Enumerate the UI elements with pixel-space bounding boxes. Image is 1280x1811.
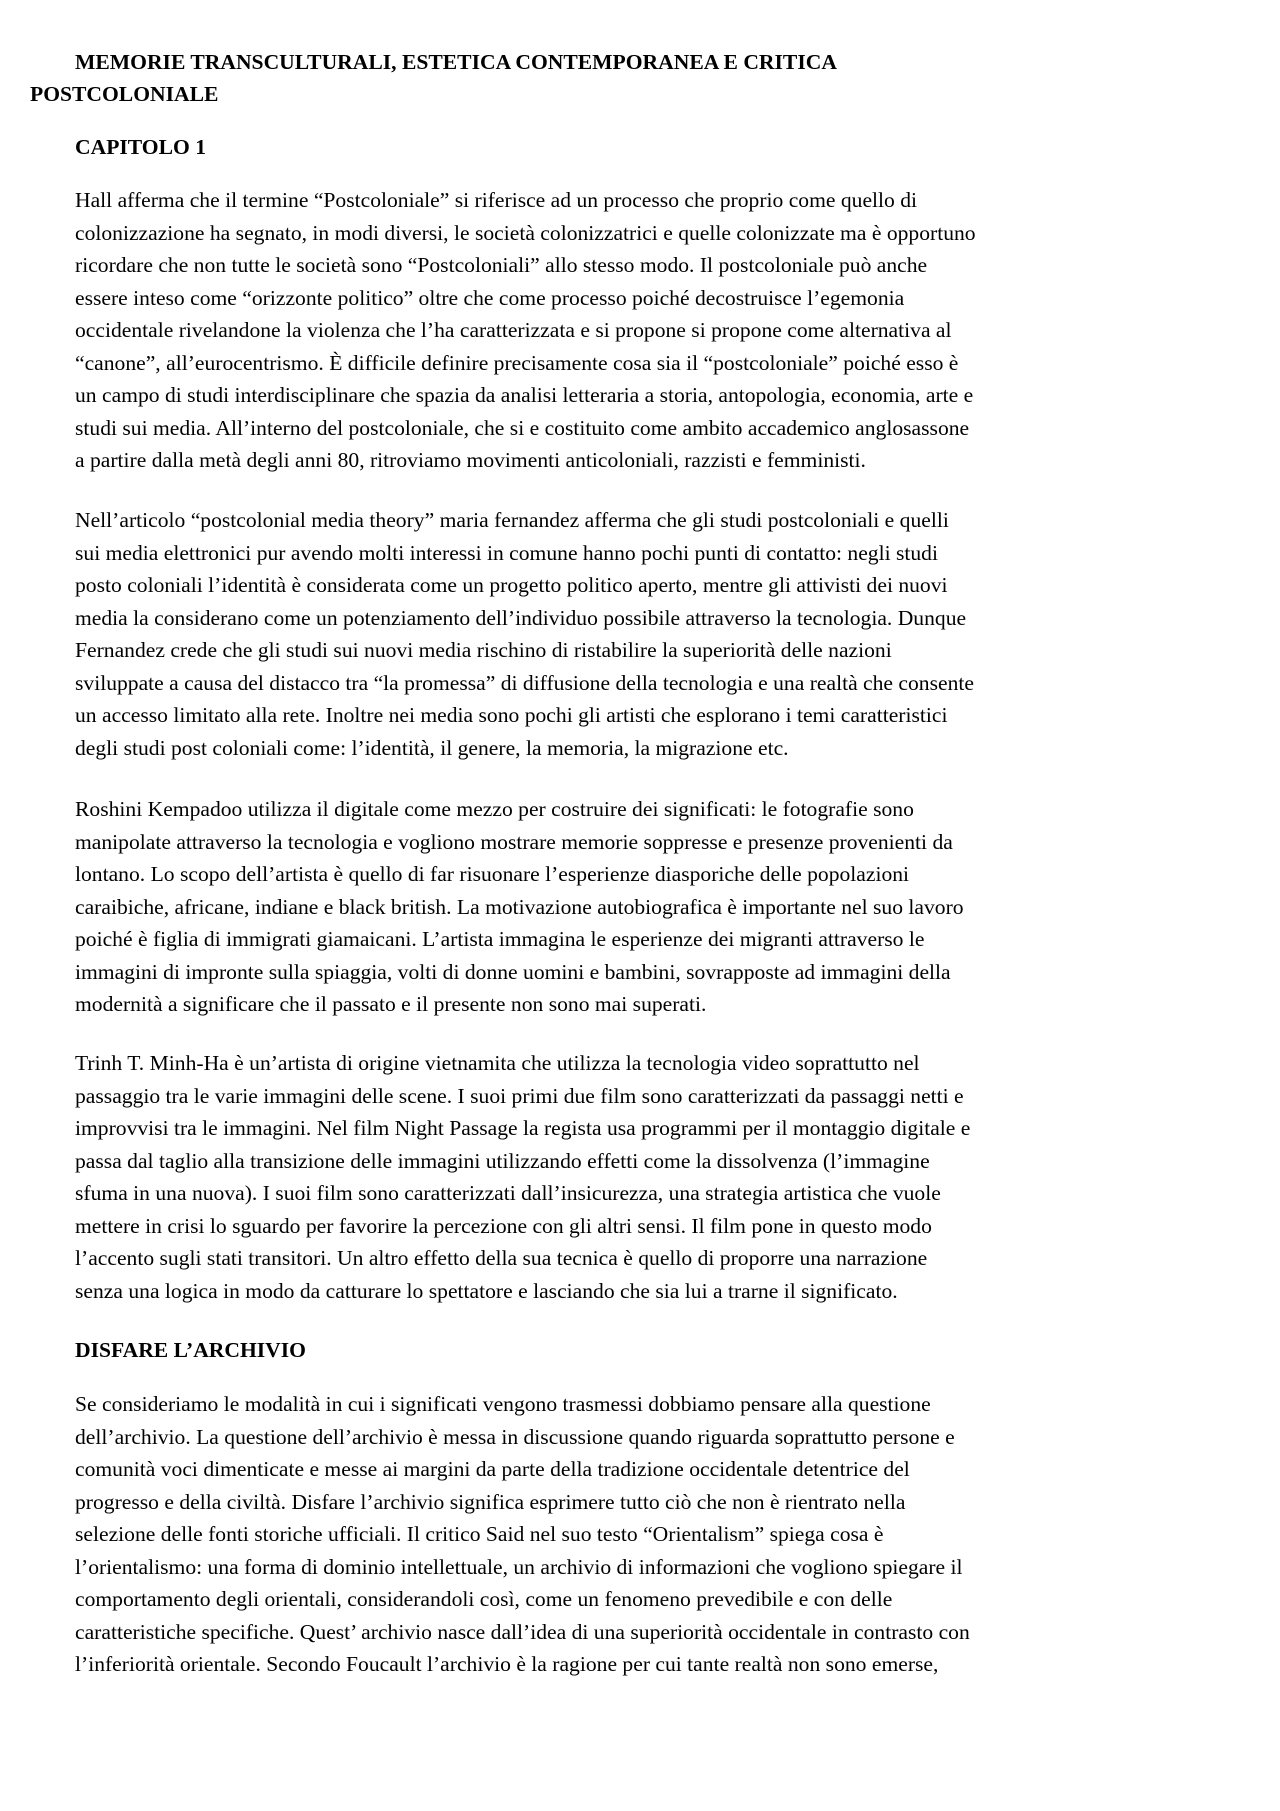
text-line: l’inferiorità orientale. Secondo Foucault l’archivio è la ragione per cui tante realtà non sono emerse, — [75, 1652, 939, 1676]
text-line: sui media elettronici pur avendo molti interessi in comune hanno pochi punti di contatto: negli studi — [75, 540, 938, 565]
text-line: colonizzazione ha segnato, in modi diversi, le società colonizzatrici e quelle colonizzate ma è opportuno — [75, 220, 976, 245]
paragraph-kempadoo — [75, 793, 1170, 1021]
text-line: senza una logica in modo da catturare lo spettatore e lasciando che sia lui a trarne il significato. — [75, 1278, 898, 1303]
text-line: a partire dalla metà degli anni 80, ritroviamo movimenti anticoloniali, razzisti e femministi. — [75, 448, 866, 472]
text-line: l’orientalismo: una forma di dominio intellettuale, un archivio di informazioni che vogliono spiegare il — [75, 1554, 963, 1579]
text-line: un campo di studi interdisciplinare che spazia da analisi letteraria a storia, antopologia, economia, arte e — [75, 383, 974, 407]
text-line: Se consideriamo le modalità in cui i significati vengono trasmessi dobbiamo pensare alla questione — [75, 1392, 931, 1416]
text-line: progresso e della civiltà. Disfare l’archivio significa esprimere tutto ciò che non è rientrato nella — [75, 1489, 906, 1514]
text-line: comunità voci dimenticate e messe ai margini da parte della tradizione occidentale detentrice del — [75, 1457, 910, 1481]
paragraph-hall — [75, 184, 1170, 477]
text-line: ricordare che non tutte le società sono “Postcoloniali” allo stesso modo. Il postcoloniale può anche — [75, 253, 928, 277]
chapter-heading: CAPITOLO 1 — [75, 135, 206, 159]
text-line: immagini di impronte sulla spiaggia, volti di donne uomini e bambini, sovrapposte ad immagini della — [75, 959, 951, 984]
document-title — [30, 46, 1190, 110]
text-line: Roshini Kempadoo utilizza il digitale come mezzo per costruire dei significati: le fotografie sono — [75, 797, 914, 821]
text-line: studi sui media. All’interno del postcoloniale, che si e costituito come ambito accademico anglosassone — [75, 415, 970, 440]
text-line: un accesso limitato alla rete. Inoltre nei media sono pochi gli artisti che esplorano i temi caratteristici — [75, 703, 948, 727]
text-line: passa dal taglio alla transizione delle immagini utilizzando effetti come la dissolvenza (l’immagine — [75, 1148, 930, 1173]
text-line: caraibiche, africane, indiane e black british. La motivazione autobiografica è importante nel suo lavoro — [75, 894, 964, 919]
section-heading: DISFARE L’ARCHIVIO — [75, 1338, 306, 1362]
text-line: sfuma in una nuova). I suoi film sono caratterizzati dall’insicurezza, una strategia artistica che vuole — [75, 1181, 941, 1205]
text-line: Trinh T. Minh-Ha è un’artista di origine vietnamita che utilizza la tecnologia video soprattutto nel — [75, 1051, 920, 1075]
text-line: l’accento sugli stati transitori. Un altro effetto della sua tecnica è quello di proporre una narrazione — [75, 1246, 928, 1270]
text-line: manipolate attraverso la tecnologia e vogliono mostrare memorie soppresse e presenze provenienti da — [75, 829, 953, 854]
text-line: modernità a significare che il passato e il presente non sono mai superati. — [75, 992, 707, 1016]
text-line: Hall afferma che il termine “Postcoloniale” si riferisce ad un processo che proprio come quello di — [75, 188, 918, 212]
text-line: posto coloniali l’identità è considerata come un progetto politico aperto, mentre gli attivisti dei nuovi — [75, 573, 948, 597]
text-line: poiché è figlia di immigrati giamaicani. L’artista immagina le esperienze dei migranti attraverso le — [75, 927, 925, 951]
text-line: passaggio tra le varie immagini delle scene. I suoi primi due film sono caratterizzati da passaggi netti e — [75, 1083, 964, 1108]
text-line: selezione delle fonti storiche ufficiali. Il critico Said nel suo testo “Orientalism” spiega cosa è — [75, 1522, 884, 1546]
paragraph-fernandez — [75, 504, 1170, 764]
text-line: comportamento degli orientali, considerandoli così, come un fenomeno prevedibile e con delle — [75, 1587, 893, 1611]
title-line-2: POSTCOLONIALE — [30, 82, 219, 106]
text-line: Fernandez crede che gli studi sui nuovi media rischino di ristabilire la superiorità delle nazioni — [75, 638, 892, 662]
text-line: media la considerano come un potenziamento dell’individuo possibile attraverso la tecnologia. Dunque — [75, 605, 967, 630]
text-line: essere inteso come “orizzonte politico” oltre che come processo poiché decostruisce l’egemonia — [75, 285, 905, 310]
text-line: Nell’articolo “postcolonial media theory” maria fernandez afferma che gli studi postcoloniali e quelli — [75, 508, 949, 532]
text-line: lontano. Lo scopo dell’artista è quello di far risuonare l’esperienze diasporiche delle popolazioni — [75, 862, 910, 886]
paragraph-minh-ha — [75, 1047, 1170, 1307]
text-line: “canone”, all’eurocentrismo. È difficile definire precisamente cosa sia il “postcoloniale” poiché esso è — [75, 350, 959, 375]
text-line: caratteristiche specifiche. Quest’ archivio nasce dall’idea di una superiorità occidentale in contrasto con — [75, 1619, 970, 1644]
text-line: degli studi post coloniali come: l’identità, il genere, la memoria, la migrazione etc. — [75, 735, 789, 760]
text-line: sviluppate a causa del distacco tra “la promessa” di diffusione della tecnologia e una realtà che consente — [75, 670, 974, 695]
paragraph-archivio — [75, 1388, 1170, 1681]
text-line: occidentale rivelandone la violenza che l’ha caratterizzata e si propone si propone come alternativa al — [75, 318, 952, 342]
text-line: mettere in crisi lo sguardo per favorire la percezione con gli altri sensi. Il film pone in questo modo — [75, 1213, 932, 1238]
title-line-1: MEMORIE TRANSCULTURALI, ESTETICA CONTEMPORANEA E CRITICA — [75, 50, 837, 74]
text-line: improvvisi tra le immagini. Nel film Night Passage la regista usa programmi per il montaggio digitale e — [75, 1116, 971, 1140]
text-line: dell’archivio. La questione dell’archivio è messa in discussione quando riguarda soprattutto persone e — [75, 1424, 955, 1449]
